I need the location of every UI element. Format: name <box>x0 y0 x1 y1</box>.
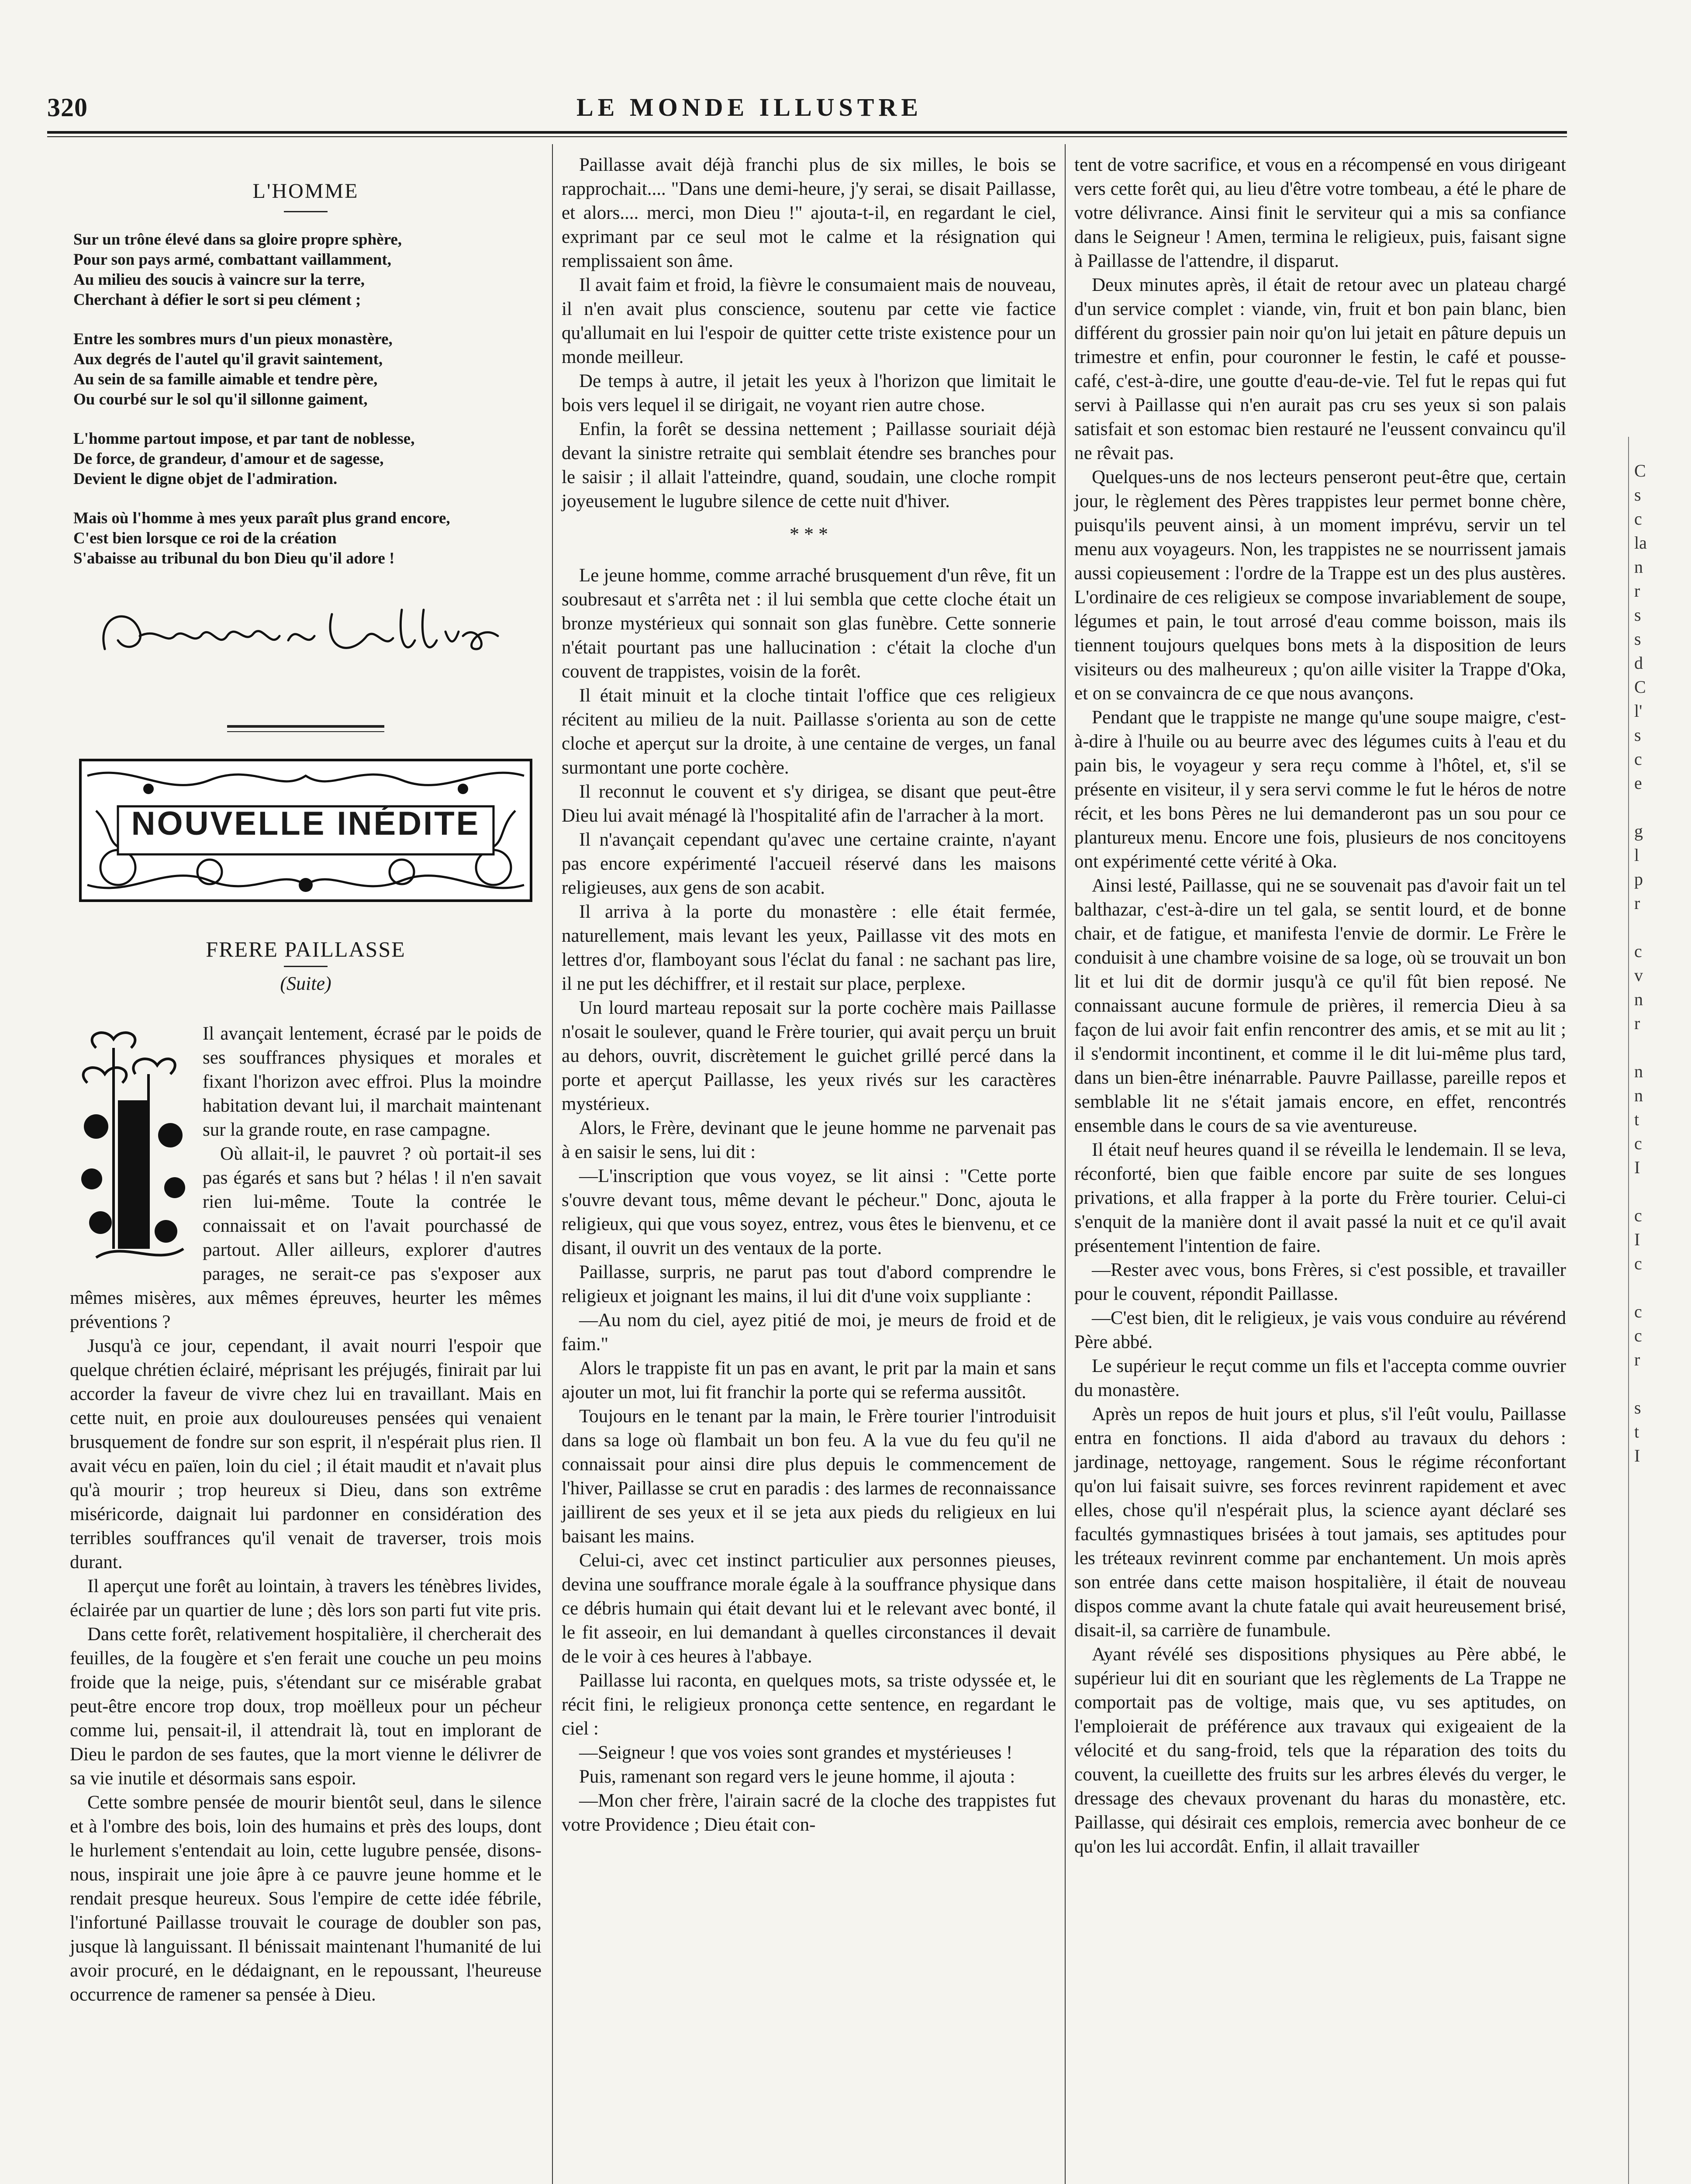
margin-fragment <box>1634 1275 1687 1299</box>
column-2 <box>562 153 1056 1837</box>
margin-fragment: I <box>1634 1158 1640 1177</box>
column-divider <box>552 144 553 2184</box>
poem-line: Devient le digne objet de l'admiration. <box>73 470 338 488</box>
margin-fragment: c <box>1634 1254 1642 1273</box>
margin-fragment: c <box>1634 941 1642 961</box>
poem-line: Pour son pays armé, combattant vaillamment, <box>73 251 391 269</box>
margin-fragment: c <box>1634 749 1642 769</box>
story-paragraph: De temps à autre, il jetait les yeux à l'horizon que limitait le bois vers lequel il se dirigait, ne voyant rien autre chose. <box>562 371 1056 415</box>
margin-fragment: c <box>1634 1133 1642 1153</box>
poem-line: Mais où l'homme à mes yeux paraît plus grand encore, <box>73 509 450 527</box>
story-paragraph: Enfin, la forêt se dessina nettement ; Paillasse souriait déjà devant la sinistre retraite qui semblait étendre ses branches pour le saisir ; il allait l'atteindre, quand, soudain, une cloche rompit joyeusement le lugubre silence de cette nuit d'hiver. <box>562 419 1056 511</box>
margin-fragment: e <box>1634 773 1642 793</box>
story-paragraph: Dans cette forêt, relativement hospitalière, il chercherait des feuilles, de la fougère et s'en ferait une couche un peu moins froide que la neige, puis, s'étendant sur ce misérable grabat peut-être encore trop doux, trop moëlleux pour un pécheur comme lui, pensait-il, il attendrait là, tout en implorant de Dieu le pardon de ses fautes, que la mort vienne le délivrer de sa vie inutile et désormais sans espoir. <box>70 1624 542 1789</box>
story-paragraph: Celui-ci, avec cet instinct particulier aux personnes pieuses, devina une souffrance morale égale à la souffrance physique dans ce débris humain qui était devant lui et le relevant avec bonté, il le fit asseoir, en lui demandant à quelles circonstances il devait de le voir à ces heures à l'abbaye. <box>562 1550 1056 1667</box>
margin-fragment: g <box>1634 821 1643 841</box>
story-paragraph: Toujours en le tenant par la main, le Frère tourier l'introduisit dans sa loge où flambait un bon feu. A la vue du feu qu'il ne connaissait pour ainsi dire plus depuis le commencement de l'hiver, Paillasse se crut en paradis : des larmes de reconnaissance jaillirent de ses yeux et il se jeta aux pieds du religieux en lui baisant les mains. <box>562 1406 1056 1547</box>
margin-fragment: n <box>1634 989 1643 1009</box>
margin-fragment: r <box>1634 1350 1640 1369</box>
header-rule-thin <box>47 136 1567 137</box>
story-paragraph: Il était minuit et la cloche tintait l'office que ces religieux récitent au milieu de la nuit. Paillasse s'orienta au son de cette cloche et aperçut sur la droite, à une centaine de verges, un fanal surmontant une porte cochère. <box>562 685 1056 778</box>
margin-fragment: I <box>1634 1230 1640 1249</box>
story-paragraph: Deux minutes après, il était de retour avec un plateau chargé d'un service complet : viande, vin, fruit et bon pain blanc, bien différent du grossier pain noir qu'on lui jetait en pâture depuis un trimestre et enfin, pour couronner le festin, le café et pousse-café, c'est-à-dire, une goutte d'eau-de-vie. Tel fut le repas qui fut servi à Paillasse qui n'en aurait pas cru ses yeux si son palais satisfait et son estomac bien restauré ne l'eussent convaincu qu'il ne rêvait pas. <box>1074 275 1566 463</box>
poem-line: De force, de grandeur, d'amour et de sagesse, <box>73 450 384 468</box>
margin-fragment: l' <box>1634 701 1643 721</box>
section-break-asterisks: * * * <box>790 523 828 545</box>
margin-fragment: t <box>1634 1109 1639 1129</box>
margin-fragment: r <box>1634 581 1640 601</box>
story-paragraph: Quelques-uns de nos lecteurs penseront peut-être que, certain jour, le règlement des Pères trappistes leur permet bonne chère, puisqu'ils peuvent ainsi, à un moment imprévu, servir un tel menu aux voyageurs. Non, les trappistes ne se nourrissent jamais aussi copieusement : l'ordre de la Trappe est un des plus austères. L'ordinaire de ces religieux se compose invariablement de soupe, légumes et pain, le tout arrosé d'eau comme boisson, mais ils tiennent toujours quelques bons mets à la disposition de leurs visiteurs ou des malheureux ; qu'on aille visiter la Trappe d'Oka, et on se convaincra de ce que nous avançons. <box>1074 467 1566 704</box>
story-paragraph: Il n'avançait cependant qu'avec une certaine crainte, n'ayant pas encore expérimenté l'accueil réservé dans les maisons religieuses, aux gens de son acabit. <box>562 829 1056 898</box>
poem-line: Cherchant à défier le sort si peu clément ; <box>73 291 361 309</box>
poem-line: Au sein de sa famille aimable et tendre père, <box>73 370 378 388</box>
section-divider <box>227 725 384 728</box>
margin-fragment: s <box>1634 485 1641 505</box>
adjacent-page-rule <box>1628 437 1629 2184</box>
column-divider <box>1065 144 1066 2184</box>
margin-fragment: C <box>1634 461 1646 480</box>
margin-fragment: c <box>1634 1206 1642 1225</box>
story-subtitle: (Suite) <box>280 973 331 994</box>
story-paragraph: Alors, le Frère, devinant que le jeune homme ne parvenait pas à en saisir le sens, lui dit : <box>562 1118 1056 1162</box>
poem-line: Au milieu des soucis à vaincre sur la terre, <box>73 271 365 289</box>
poem-line: L'homme partout impose, et par tant de noblesse, <box>73 430 415 448</box>
story-paragraph: —Mon cher frère, l'airain sacré de la cloche des trappistes fut votre Providence ; Dieu était con- <box>562 1790 1056 1835</box>
margin-fragment: c <box>1634 1302 1642 1321</box>
poem-title: L'HOMME <box>252 180 359 203</box>
story-title-rule <box>284 966 328 967</box>
margin-fragment: n <box>1634 557 1643 577</box>
story-paragraph: Paillasse avait déjà franchi plus de six milles, le bois se rapprochait.... "Dans une demi-heure, j'y serai, se disait Paillasse, et alors.... merci, mon Dieu !" ajouta-t-il, en regardant le ciel, exprimant par ce seul mot le calme et la résignation qui remplissaient son âme. <box>562 155 1056 271</box>
margin-fragment: v <box>1634 965 1643 985</box>
poem-stanza <box>73 329 542 410</box>
story-paragraph: Il avait faim et froid, la fièvre le consumaient mais de nouveau, il n'en avait plus conscience, soutenu par cette vie factice qu'allumait en lui l'espoir de quitter cette triste existence pour un monde meilleur. <box>562 275 1056 367</box>
margin-fragment: r <box>1634 893 1640 913</box>
banner-title: NOUVELLE INÉDITE <box>131 805 480 842</box>
margin-fragment <box>1634 1372 1687 1396</box>
poem-line: Sur un trône élevé dans sa gloire propre sphère, <box>73 231 402 249</box>
story-paragraph: Le jeune homme, comme arraché brusquement d'un rêve, fit un soubresaut et s'arrêta net : il lui sembla que cette cloche était un bronze mystérieux qui sonnait son glas funèbre. Cette sonnerie n'était pourtant pas une hallucination : c'était la cloche d'un couvent de trappistes, voisin de la forêt. <box>562 565 1056 682</box>
poem-stanza <box>73 230 542 310</box>
story-paragraph: Il aperçut une forêt au lointain, à travers les ténèbres livides, éclairée par un quartier de lune ; dès lors son parti fut vite pris. <box>70 1576 542 1621</box>
poem-line: S'abaisse au tribunal du bon Dieu qu'il adore ! <box>73 549 395 567</box>
story-paragraph: tent de votre sacrifice, et vous en a récompensé en vous dirigeant vers cette forêt qui, au lieu d'être votre tombeau, a été le phare de votre délivrance. Ainsi finit le serviteur qui a mis sa confiance dans le Seigneur ! Amen, termina le religieux, puis, faisant signe à Paillasse de l'attendre, il disparut. <box>1074 155 1566 271</box>
column-1 <box>70 153 542 2007</box>
poem-line: Entre les sombres murs d'un pieux monastère, <box>73 330 393 348</box>
story-paragraph: Un lourd marteau reposait sur la porte cochère mais Paillasse n'osait le soulever, quand le Frère tourier, qui avait perçu un bruit au dehors, ouvrit, discrètement le guichet grillé percé dans la porte et aperçut Paillasse, les yeux rivés sur les caractères mystérieux. <box>562 998 1056 1114</box>
story-paragraph: —C'est bien, dit le religieux, je vais vous conduire au révérend Père abbé. <box>1074 1308 1566 1352</box>
story-paragraph: Paillasse, surpris, ne parut pas tout d'abord comprendre le religieux et joignant les mains, il lui dit d'une voix suppliante : <box>562 1262 1056 1306</box>
margin-fragment: I <box>1634 1446 1640 1465</box>
margin-fragment: s <box>1634 605 1641 625</box>
story-paragraph: Le supérieur le reçut comme un fils et l'accepta comme ouvrier du monastère. <box>1074 1356 1566 1400</box>
story-paragraph: Pendant que le trappiste ne mange qu'une soupe maigre, c'est-à-dire à l'huile ou au beurre avec des légumes cuits à l'eau et du pain bis, le voyageur y sera reçu comme à l'hôtel, et, s'il se présente en visiteur, il y sera servi comme le fut le héros de notre récit, et les bons Pères ne lui demanderont pas un sou pour ce plantureux menu. Encore une fois, plusieurs de nos concitoyens ont expérimenté cette vérité à Oka. <box>1074 707 1566 872</box>
poem-stanza <box>73 429 542 489</box>
handwritten-signature <box>70 597 542 667</box>
story-paragraph: Ainsi lesté, Paillasse, qui ne se souvenait pas d'avoir fait un tel balthazar, c'est-à-dire un tel gala, se sentit lourd, et de bonne chair, et de fatigue, et manifesta l'envie de dormir. Le Frère le conduisit à une chambre voisine de sa loge, où se trouvait un bon lit et lui dit de dormir jusqu'à ce qu'il fût bien reposé. Ne connaissant aucune formule de prières, il remercia Dieu à sa façon de lui avoir fait enfin rencontrer des amis, et se mit au lit ; il s'endormit incontinent, et comme il le dit lui-même plus tard, dans un bien-être inénarrable. Pauvre Paillasse, pareille repos et semblable lit ne s'était jamais encore, en effet, rencontrés ensemble dans le cours de sa vie aventureuse. <box>1074 875 1566 1136</box>
margin-fragment: l <box>1634 845 1639 865</box>
ornamental-dropcap-icon <box>70 1022 192 1266</box>
story-paragraph: Alors le trappiste fit un pas en avant, le prit par la main et sans ajouter un mot, lui fit franchir la porte qui se referma aussitôt. <box>562 1358 1056 1403</box>
poem-stanza <box>73 508 542 569</box>
margin-fragment <box>1634 1035 1687 1059</box>
story-paragraph: Il avançait lentement, écrasé par le poids de ses souffrances physiques et morales et fixant l'horizon avec effroi. Plus la moindre habitation devant lui, il marchait maintenant sur la grande route, en rase campagne. <box>203 1023 542 1140</box>
masthead: LE MONDE ILLUSTRE <box>576 93 923 121</box>
margin-fragment: s <box>1634 725 1641 745</box>
adjacent-page-margin <box>1634 459 1687 1468</box>
story-paragraph: —Au nom du ciel, ayez pitié de moi, je meurs de froid et de faim." <box>562 1310 1056 1355</box>
story-paragraph: Il était neuf heures quand il se réveilla le lendemain. Il se leva, réconforté, bien que faible encore par suite de ses longues privations, et alla frapper à la porte du Frère tourier. Celui-ci s'enquit de la manière dont il avait passé la nuit et ce qu'il avait présentement l'intention de faire. <box>1074 1140 1566 1256</box>
poem-line: Ou courbé sur le sol qu'il sillonne gaiment, <box>73 390 368 408</box>
story-paragraph: Paillasse lui raconta, en quelques mots, sa triste odyssée et, le récit fini, le religieux prononça cette sentence, en regardant le ciel : <box>562 1670 1056 1739</box>
poem-title-rule <box>284 211 328 212</box>
story-paragraph: Cette sombre pensée de mourir bientôt seul, dans le silence et à l'ombre des bois, loin des humains et près des loups, dont le hurlement s'entendait au loin, cette lugubre pensée, disons-nous, inspirait une joie âpre à ce pauvre jeune homme et le rendait presque heureux. Sous l'empire de cette idée fébrile, l'infortuné Paillasse trouvait le courage de doubler son pas, jusque là languissant. Il bénissait maintenant l'humanité de lui avoir procuré, en le dédaignant, en le repoussant, l'heureuse occurrence de ramener sa pensée à Dieu. <box>70 1792 542 2005</box>
story-title: FRERE PAILLASSE <box>206 937 406 961</box>
header-rule <box>47 131 1567 134</box>
margin-fragment: s <box>1634 1398 1641 1417</box>
floral-banner-icon <box>79 758 533 902</box>
margin-fragment: c <box>1634 1326 1642 1345</box>
poem-line: C'est bien lorsque ce roi de la création <box>73 529 337 547</box>
section-divider-thin <box>227 731 384 732</box>
column-3 <box>1074 153 1566 1859</box>
page-number: 320 <box>47 93 88 122</box>
story-paragraph: Puis, ramenant son regard vers le jeune homme, il ajouta : <box>579 1766 1015 1787</box>
margin-fragment: c <box>1634 509 1642 529</box>
margin-fragment: la <box>1634 533 1647 553</box>
margin-fragment: n <box>1634 1061 1643 1081</box>
story-paragraph: —Rester avec vous, bons Frères, si c'est possible, et travailler pour le couvent, répondit Paillasse. <box>1074 1260 1566 1304</box>
margin-fragment: p <box>1634 869 1643 889</box>
margin-fragment: t <box>1634 1422 1639 1441</box>
story-paragraph: Après un repos de huit jours et plus, s'il l'eût voulu, Paillasse entra en fonctions. Il aida d'abord au travaux du dehors : jardinage, nettoyage, rangement. Sous le régime réconfortant qu'on lui faisait suivre, ses forces revinrent rapidement et avec elles, chose qu'il n'espérait plus, la science ayant déclaré ses facultés gymnastiques brisées à tout jamais, ses aptitudes pour les tréteaux revinrent comme par enchantement. Un mois après son entrée dans cette maison hospitalière, il était de nouveau dispos comme avant la chute fatale qui avait heureusement brisé, disait-il, sa carrière de funambule. <box>1074 1404 1566 1641</box>
margin-fragment: n <box>1634 1085 1643 1105</box>
story-paragraph: Où allait-il, le pauvret ? où portait-il ses pas égarés et sans but ? hélas ! il n'en savait rien lui-même. Toute la contrée le connaissait et on l'avait pourchassé de partout. Aller ailleurs, explorer d'autres parages, ne serait-ce pas s'exposer aux mêmes misères, aux mêmes épreuves, heurter les mêmes préventions ? <box>70 1144 542 1332</box>
margin-fragment: r <box>1634 1013 1640 1033</box>
story-paragraph: —L'inscription que vous voyez, se lit ainsi : "Cette porte s'ouvre devant tous, même devant le pécheur." Donc, ajouta le religieux, qui que vous soyez, entrez, vous êtes le bienvenu, et ce disant, il ouvrit un des ventaux de la porte. <box>562 1166 1056 1258</box>
story-paragraph: Jusqu'à ce jour, cependant, il avait nourri l'espoir que quelque chrétien éclairé, méprisant les préjugés, finirait par lui accorder la faveur de vivre chez lui en travaillant. Mais en cette nuit, en proie aux douloureuses pensées qui venaient brusquement de fondre sur son esprit, il n'espérait plus rien. Il avait vécu en païen, loin du ciel ; il était maudit et n'avait plus qu'à mourir ; trop heureux si Dieu, dans son extrême miséricorde, daignait lui pardonner en considération des terribles souffrances qu'il venait de traverser, trois mois durant. <box>70 1336 542 1572</box>
margin-fragment: s <box>1634 629 1641 649</box>
margin-fragment <box>1634 795 1687 819</box>
margin-fragment: d <box>1634 653 1643 673</box>
story-paragraph: —Seigneur ! que vos voies sont grandes et mystérieuses ! <box>579 1742 1013 1763</box>
story-paragraph: Il arriva à la porte du monastère : elle était fermée, naturellement, mais levant les yeux, Paillasse vit des mots en lettres d'or, flamboyant sous l'éclat du fanal : ne sachant pas lire, il ne put les déchiffrer, et il restait sur place, perplexe. <box>562 902 1056 994</box>
poem-line: Aux degrés de l'autel qu'il gravit saintement, <box>73 350 383 368</box>
margin-fragment <box>1634 915 1687 939</box>
story-paragraph: Ayant révélé ses dispositions physiques au Père abbé, le supérieur lui dit en souriant que les règlements de La Trappe ne comportait pas de voltige, mais que, vu ses aptitudes, on l'emploierait de préférence aux travaux qui exigeaient de la vélocité et du sang-froid, tels que la réparation des toits du couvent, la cueillette des fruits sur les arbres élevés du verger, le dressage des chevaux provenant du haras du monastère, etc. Paillasse, qui désirait ces emplois, remercia avec bonheur de ce qu'on les lui accordât. Enfin, il allait travailler <box>1074 1644 1566 1857</box>
story-paragraph: Il reconnut le couvent et s'y dirigea, se disant que peut-être Dieu lui avait ménagé là l'hospitalité afin de l'arracher à la mort. <box>562 781 1056 826</box>
margin-fragment: C <box>1634 677 1646 697</box>
margin-fragment <box>1634 1179 1687 1203</box>
